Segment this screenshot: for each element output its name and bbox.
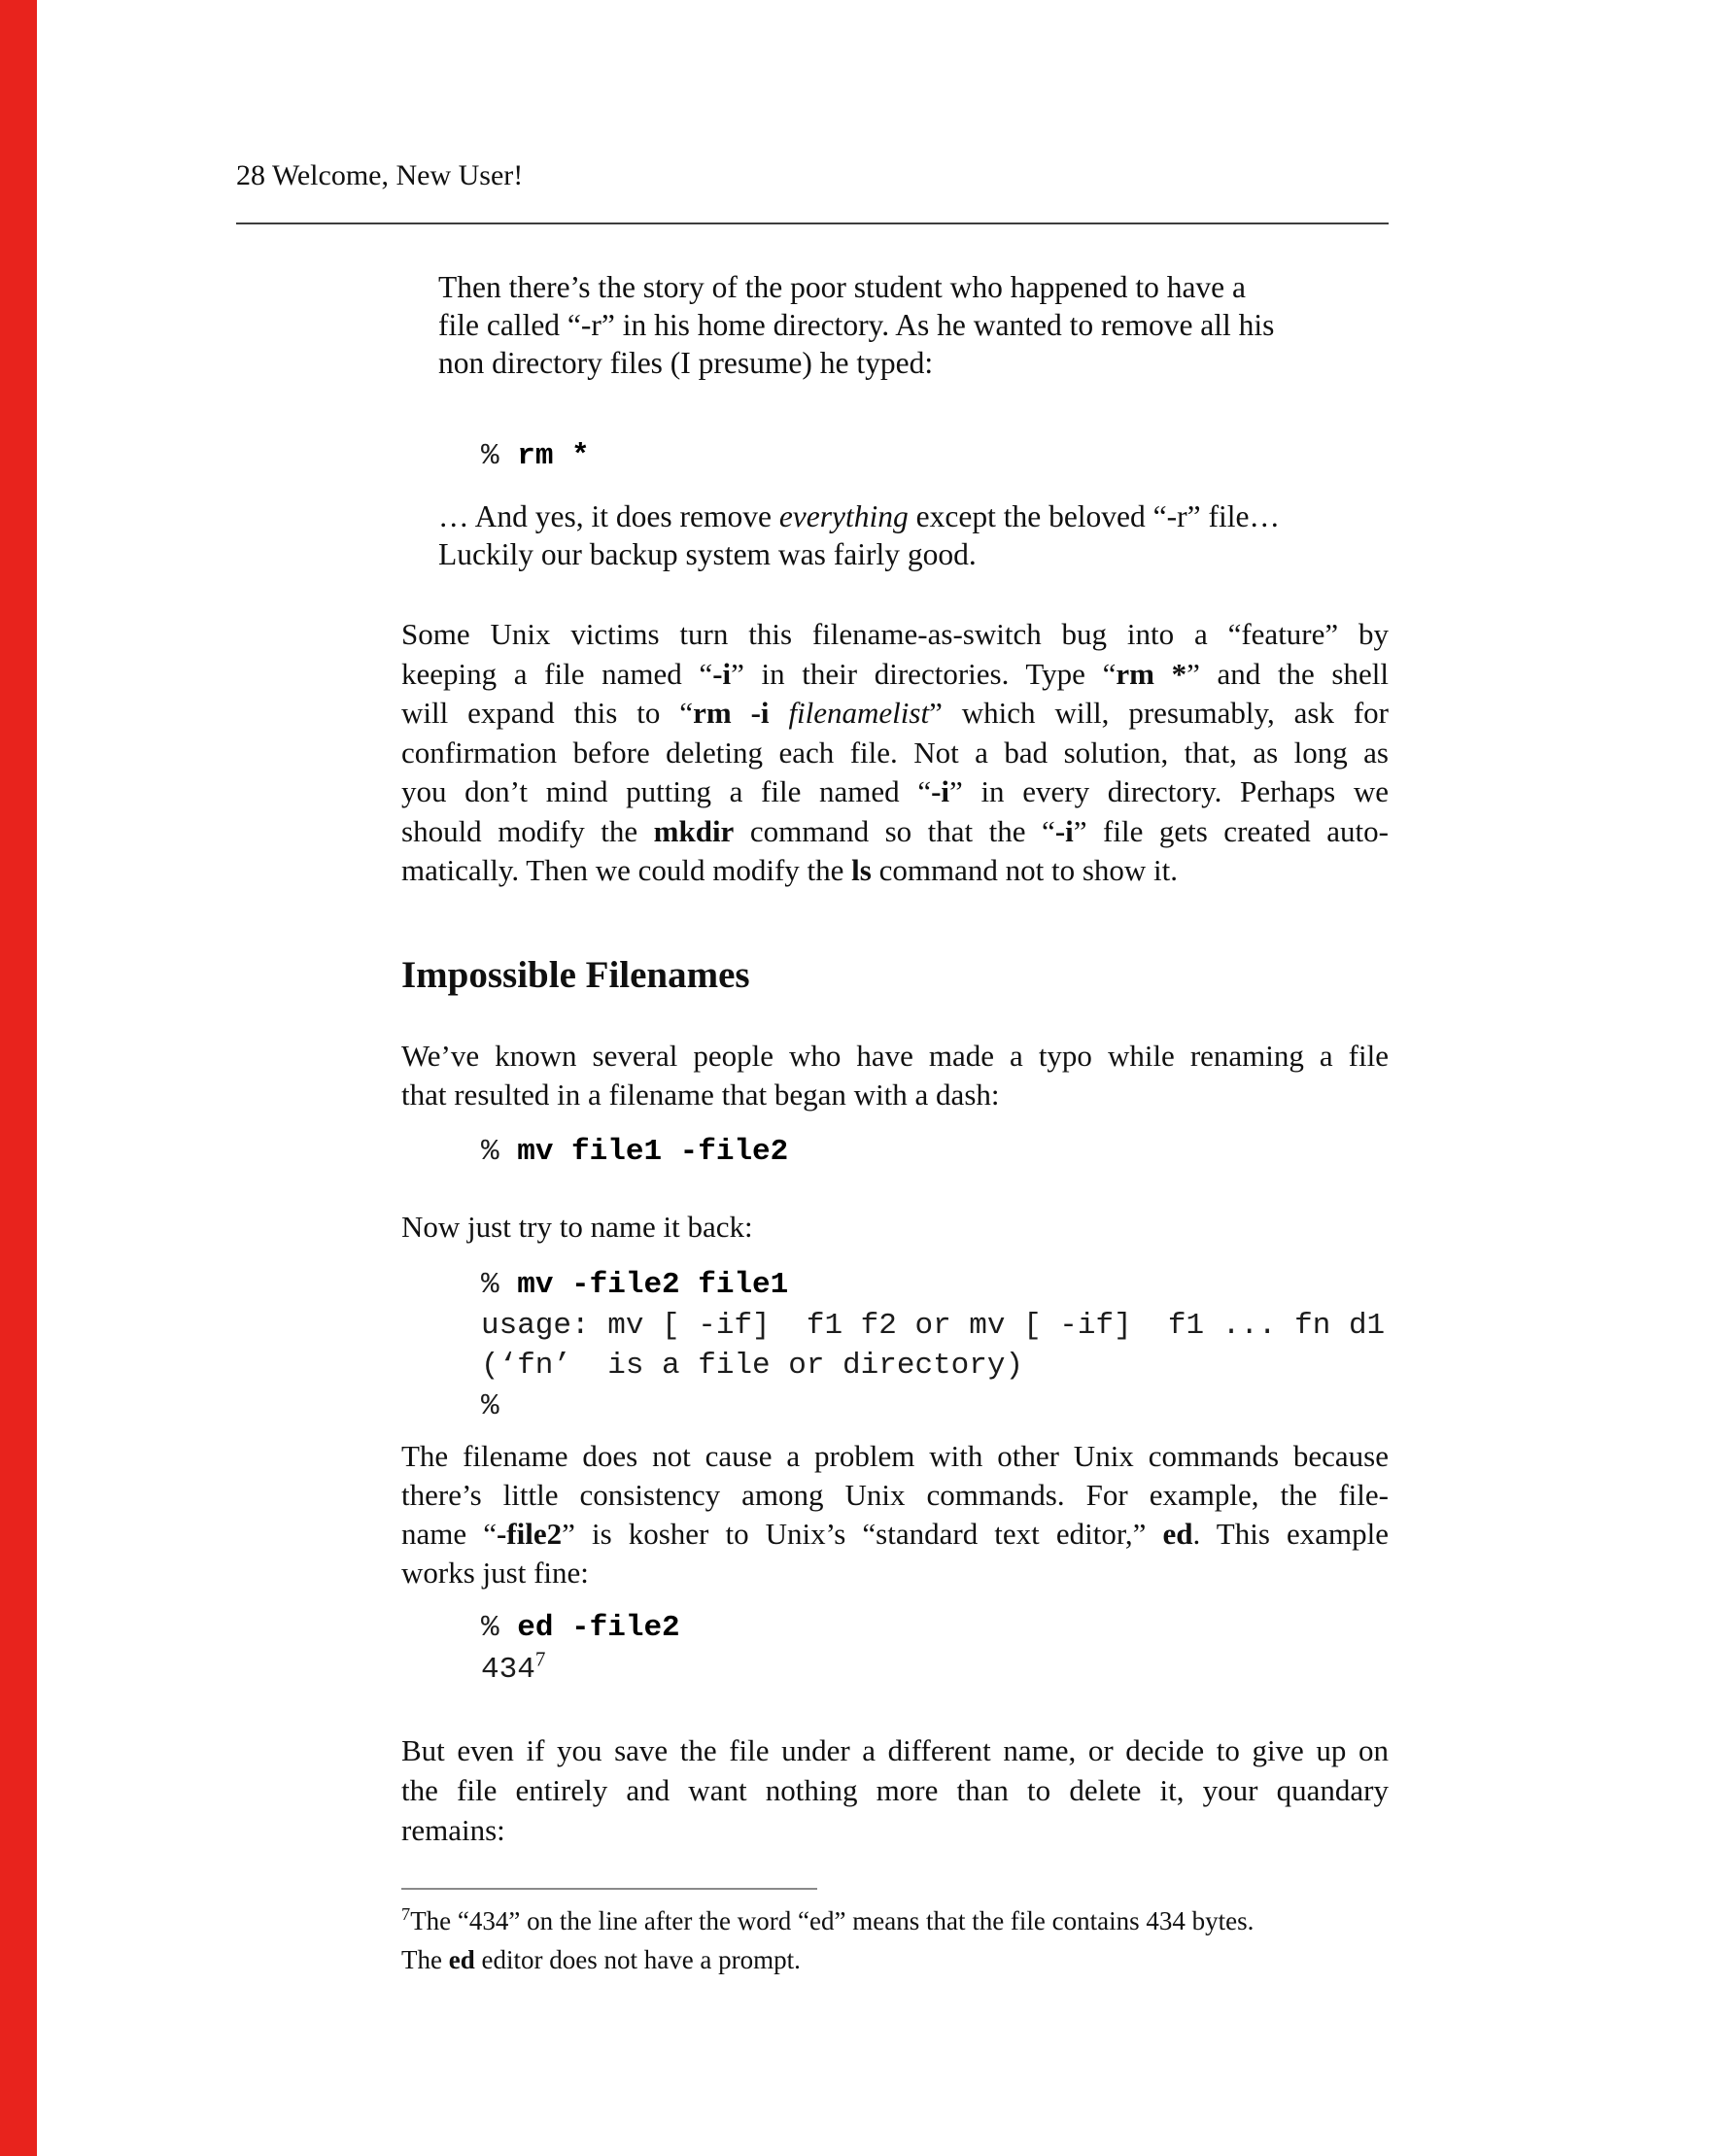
text-line: works just fine: [401,1556,589,1590]
text-line: The filename does not cause a problem with other Unix commands because [401,1439,1389,1473]
running-header: 28 Welcome, New User! [236,159,524,191]
text-line: $434^7$ [481,1647,546,1687]
text-line: $^7$The “434” on the line after the word “ed” means that the file contains 434 bytes. [401,1904,1255,1935]
text-line: Luckily our backup system was fairly good. [438,536,977,571]
text-line: (‘fn’ is a file or directory) [481,1349,1024,1383]
text-line: confirmation before deleting each file. Not a bad solution, that, as long as [401,735,1389,770]
text-line: you don’t mind putting a file named “-i” in every directory. Perhaps we [401,774,1389,808]
blockquote-story-continued [438,498,1410,573]
text-line: there’s little consistency among Unix commands. For example, the file- [401,1478,1389,1512]
code-line-rm-star [481,434,590,476]
code-block-ed-file2 [481,1606,680,1690]
text-line: Now just try to name it back: [401,1210,753,1244]
header-rule [236,222,1389,224]
body-paragraph-name-it-back [401,1208,1389,1247]
text-line: file called “-r” in his home directory. As he wanted to remove all his [438,308,1275,342]
text-line: remains: [401,1813,505,1847]
text-line: Then there’s the story of the poor student who happened to have a [438,270,1247,304]
red-edge-stripe [0,0,37,2156]
text-line: The ed editor does not have a prompt. [401,1945,801,1974]
text-line: % mv -file2 file1 [481,1268,789,1302]
code-block-mv-usage [481,1264,1385,1425]
text-line: But even if you save the file under a different name, or decide to give up on [401,1733,1389,1767]
text-line: usage: mv [ -if] f1 f2 or mv [ -if] f1 ... fn d1 [481,1308,1386,1343]
body-paragraph-quandary [401,1730,1389,1850]
text-line: the file entirely and want nothing more than to delete it, your quandary [401,1773,1389,1807]
footnote [401,1901,1402,1979]
section-heading: Impossible Filenames [401,954,750,996]
text-line: will expand this to “rm -i filenamelist” which will, presumably, ask for [401,696,1389,730]
text-line: We’ve known several people who have made a typo while renaming a file [401,1039,1389,1073]
footnote-rule [401,1888,817,1890]
text-line: that resulted in a filename that began with a dash: [401,1078,1000,1112]
body-paragraph-filename-as-switch [401,615,1389,891]
text-line: should modify the mkdir command so that the “-i” file gets created auto- [401,813,1389,848]
text-line: … And yes, it does remove everything except the beloved “-r” file… [438,499,1280,533]
text-line: matically. Then we could modify the ls command not to show it. [401,853,1178,887]
text-line: % ed -file2 [481,1611,680,1645]
body-paragraph-ed-editor [401,1437,1389,1592]
code-line-mv-file1 [481,1130,788,1172]
text-line: keeping a file named “-i” in their directories. Type “rm *” and the shell [401,656,1389,691]
text-line: name “-file2” is kosher to Unix’s “standard text editor,” ed. This example [401,1517,1390,1551]
body-paragraph-typo [401,1037,1389,1114]
text-line: non directory files (I presume) he typed: [438,346,934,380]
text-line: % mv file1 -file2 [481,1135,789,1169]
text-line: % rm * [481,439,590,473]
text-line: Some Unix victims turn this filename-as-switch bug into a “feature” by [401,617,1389,651]
blockquote-story [438,268,1410,382]
text-line: % [481,1388,499,1423]
